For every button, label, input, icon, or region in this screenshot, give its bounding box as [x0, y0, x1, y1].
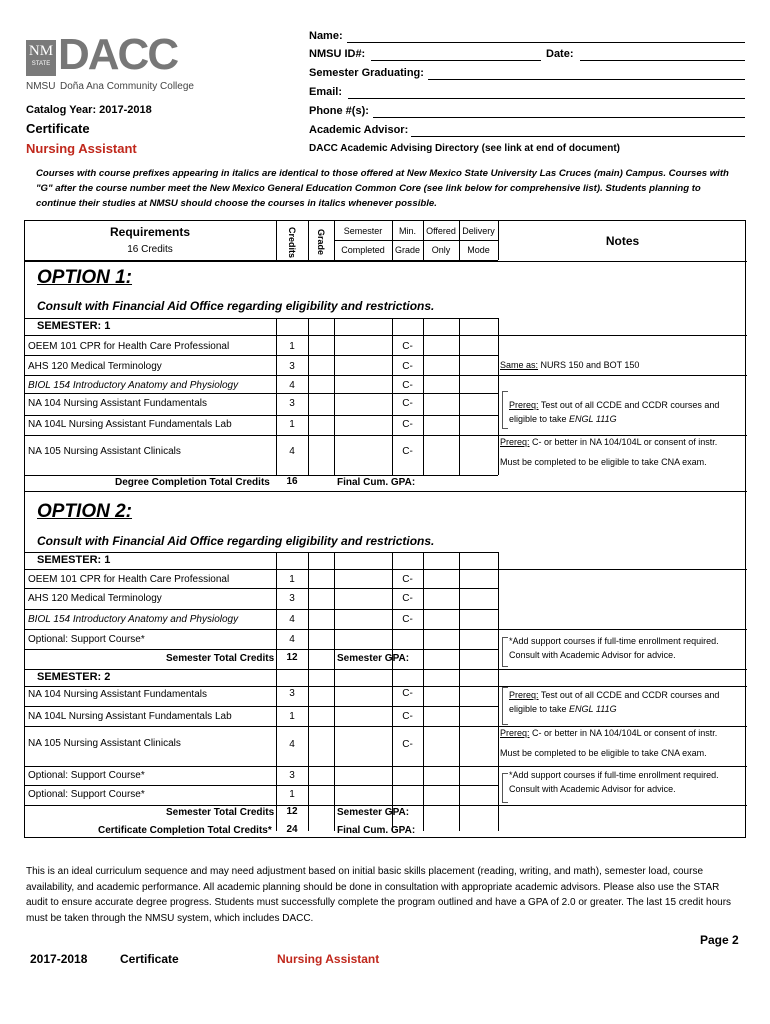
advising-directory-link[interactable]: DACC Academic Advising Directory (see link at end of document)	[309, 143, 620, 154]
page-number: Page 2	[700, 933, 739, 947]
phone-field[interactable]	[373, 117, 745, 118]
offered-header: Offered	[426, 226, 456, 236]
sem1-gpa-label: Semester GPA:	[337, 653, 410, 664]
email-label: Email:	[309, 86, 343, 98]
table-row: NA 104 Nursing Assistant Fundamentals	[28, 689, 207, 700]
logo-college: Doña Ana Community College	[60, 81, 194, 92]
grade-header: Grade	[316, 228, 326, 255]
intro-text: Courses with course prefixes appearing in italics are identical to those offered at New Mexico State University Las Cruces (main) Campus. Courses with "G" after the course number meet the New Mexico General Education Common Core (see link below for comprehensive list). Students planning to continue their studies at NMSU should choose the courses in italics whenever possible.	[36, 168, 729, 209]
sem2-total-value: 12	[286, 806, 298, 817]
notes-header: Notes	[605, 234, 640, 248]
program-title: Nursing Assistant	[26, 141, 137, 156]
name-label: Name:	[309, 30, 343, 42]
table-row: OEEM 101 CPR for Health Care Professional	[28, 574, 230, 585]
note-prereq-4: Prereq: C- or better in NA 104/104L or consent of instr.	[500, 728, 718, 738]
note-cna: Must be completed to be eligible to take CNA exam.	[500, 457, 707, 467]
requirements-header: Requirements	[109, 225, 191, 239]
table-row: NA 104 Nursing Assistant Fundamentals	[28, 398, 207, 409]
semester-graduating-label: Semester Graduating:	[309, 67, 424, 79]
nm-state-box: NM STATE	[26, 40, 56, 76]
sem1-total-label: Semester Total Credits	[166, 653, 275, 664]
note-same-as: Same as: NURS 150 and BOT 150	[500, 360, 640, 370]
note-prereq-2: Prereq: C- or better in NA 104/104L or consent of instr.	[500, 437, 718, 447]
option1-title: OPTION 1:	[37, 267, 133, 288]
credits-header: Credits	[287, 227, 297, 259]
date-field[interactable]	[580, 60, 745, 61]
table-row: NA 105 Nursing Assistant Clinicals	[28, 446, 181, 457]
table-row: NA 105 Nursing Assistant Clinicals	[28, 738, 181, 749]
semester-graduating-field[interactable]	[428, 79, 745, 80]
option1-semester: SEMESTER: 1	[37, 320, 111, 332]
note-support-1: *Add support courses if full-time enrollment required. Consult with Academic Advisor for advice.	[509, 636, 719, 660]
date-label: Date:	[546, 48, 574, 60]
logo	[26, 30, 196, 96]
credits-total-header: 16 Credits	[127, 244, 173, 255]
table-row: Optional: Support Course*	[28, 634, 145, 645]
table-row: BIOL 154 Introductory Anatomy and Physiology	[28, 380, 239, 391]
nmsu-id-field[interactable]	[371, 60, 541, 61]
table-row: Optional: Support Course*	[28, 770, 145, 781]
requirements-table: Requirements 16 Credits Credits Grade Semester Completed Min. Grade Offered Only Delivery Mode Notes OPTION 1: Consult with Financial Aid Office regarding eligibility and restrictions. SEMESTER: 1 OEEM 101 CPR for Health Care Professional 1 C- AHS 120 Medical Terminology 3 C- BIOL 154 Introductory Anatomy and Physiology 4 C- NA 104 Nursing Assistant Fundamentals 3 C- NA 104L Nursing Assistant Fundamentals Lab 1 C- NA 105 Nursing Assistant Clinicals 4 C- Degree Completion Total Credits 16 Final Cum. GPA: Same as: NURS 150 and BOT 150 Prereq: Test out of all CCDE and CCDR courses and eligible to take ENGL 111G Prereq: C- or better in NA 104/104L or consent of instr. Must be completed to be eligible to take CNA exam. OPTION 2: Consult with Financial Aid Office regarding eligibility and restrictions. SEMESTER: 1 OEEM 101 CPR for Health Care Professional 1 C- AHS 120 Medical Terminology 3 C- BIOL 154 Introductory Anatomy and Physiology 4 C- Optional: Support Course* 4 Semester Total Credits 12 Semester GPA: *Add support courses if full-time enrollment required. Consult with Academic Advisor for advice. SEMESTER: 2 NA 104 Nursing Assistant Fundamentals 3 C- NA 104L Nursing Assistant Fundamentals Lab 1 C- NA 105 Nursing Assistant Clinicals 4 C- Optional: Support Course* 3 Optional: Support Course* 1 Semester Total Credits 12 Semester GPA: Certificate Completion Total Credits* 24 Final Cum. GPA: Prereq: Test out of all CCDE and CCDR courses and eligible to take ENGL 111G Prereq: C- or better in NA 104/104L or consent of instr. Must be completed to be eligible to take CNA exam. *Add support courses if full-time enrollment required. Consult with Academic Advisor for advice.	[24, 220, 746, 838]
sem2-gpa-label: Semester GPA:	[337, 807, 410, 818]
only-header: Only	[431, 245, 451, 255]
mode-header: Mode	[467, 245, 490, 255]
delivery-header: Delivery	[462, 226, 495, 236]
sem2-total-label: Semester Total Credits	[166, 807, 275, 818]
table-row: Optional: Support Course*	[28, 789, 145, 800]
table-row: OEEM 101 CPR for Health Care Professional	[28, 341, 230, 352]
degree-total-value: 16	[286, 476, 298, 487]
dacc-wordmark: DACC	[58, 30, 178, 79]
certificate-title: Certificate	[26, 121, 90, 136]
name-field[interactable]	[347, 42, 745, 43]
phone-label: Phone #(s):	[309, 105, 369, 117]
final-gpa-label-2: Final Cum. GPA:	[337, 825, 416, 836]
sem1-total-value: 12	[286, 652, 298, 663]
completed-header: Completed	[341, 245, 385, 255]
semester-header: Semester	[343, 226, 383, 236]
advisor-field[interactable]	[411, 136, 745, 137]
nmsu-id-label: NMSU ID#:	[309, 48, 366, 60]
table-row: AHS 120 Medical Terminology	[28, 593, 162, 604]
grade2-header: Grade	[394, 245, 420, 255]
note-cna-2: Must be completed to be eligible to take CNA exam.	[500, 748, 707, 758]
note-prereq-3: Prereq: Test out of all CCDE and CCDR courses and eligible to take ENGL 111G	[509, 690, 720, 714]
option2-semester2: SEMESTER: 2	[37, 671, 111, 683]
option2-title: OPTION 2:	[37, 501, 133, 522]
note-support-2: *Add support courses if full-time enrollment required. Consult with Academic Advisor for advice.	[509, 770, 719, 794]
email-field[interactable]	[348, 98, 745, 99]
advisor-label: Academic Advisor:	[309, 124, 409, 136]
degree-total-label: Degree Completion Total Credits	[115, 477, 270, 488]
bottom-year: 2017-2018	[30, 952, 88, 966]
bottom-program: Nursing Assistant	[277, 952, 380, 966]
cert-total-value: 24	[286, 824, 298, 835]
bottom-type: Certificate	[120, 952, 179, 966]
table-row: BIOL 154 Introductory Anatomy and Physiology	[28, 614, 239, 625]
logo-nmsu: NMSU	[26, 81, 56, 92]
table-row: AHS 120 Medical Terminology	[28, 361, 162, 372]
catalog-year: Catalog Year: 2017-2018	[26, 104, 152, 116]
table-row: NA 104L Nursing Assistant Fundamentals Lab	[28, 419, 232, 430]
note-prereq-1: Prereq: Test out of all CCDE and CCDR courses and eligible to take ENGL 111G	[509, 400, 720, 424]
option2-semester1: SEMESTER: 1	[37, 554, 111, 566]
cert-total-label: Certificate Completion Total Credits*	[98, 825, 272, 836]
min-header: Min.	[398, 226, 416, 236]
option2-consult: Consult with Financial Aid Office regarding eligibility and restrictions.	[37, 534, 435, 548]
final-gpa-label: Final Cum. GPA:	[337, 477, 416, 488]
option1-consult: Consult with Financial Aid Office regarding eligibility and restrictions.	[37, 299, 435, 313]
table-row: NA 104L Nursing Assistant Fundamentals Lab	[28, 711, 232, 722]
footer-text: This is an ideal curriculum sequence and may need adjustment based on initial basic skills placement (reading, writing, and math), semester load, course availability, and academic performance. All academic planning should be done in consultation with appropriate academic advisors. Please also use the STAR audit to ensure accurate degree progress. Students must successfully complete the program outlined and have a GPA of 2.0 or greater. The last 15 credit hours must be taken through the NMSU system, which includes DACC.	[26, 866, 732, 924]
